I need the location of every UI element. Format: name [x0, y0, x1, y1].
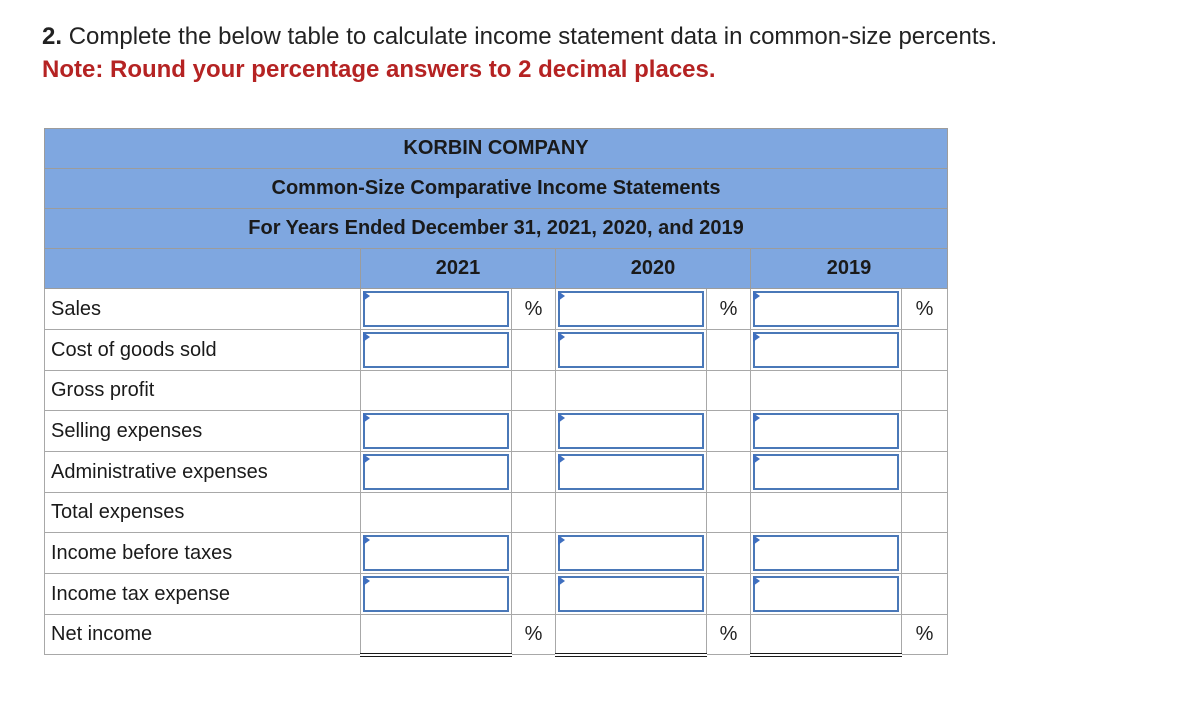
table-row — [45, 289, 948, 330]
cell-income-tax-expense-2020 — [556, 574, 707, 615]
row-label-gross-profit: Gross profit — [45, 371, 361, 411]
input-cost-of-goods-sold-2020[interactable] — [558, 332, 704, 368]
input-selling-expenses-2020[interactable] — [558, 413, 704, 449]
input-income-before-taxes-2020[interactable] — [558, 535, 704, 571]
empty-cell-net-income-2021 — [361, 615, 512, 655]
income-statement-table — [44, 128, 948, 657]
statement-title: Common-Size Comparative Income Statements — [45, 169, 948, 209]
cell-income-tax-expense-2021 — [361, 574, 512, 615]
input-marker-icon — [558, 413, 565, 423]
row-label-administrative-expenses: Administrative expenses — [45, 452, 361, 493]
table-row — [45, 533, 948, 574]
row-label-income-tax-expense: Income tax expense — [45, 574, 361, 615]
input-marker-icon — [558, 291, 565, 301]
question-text: Complete the below table to calculate income statement data in common-size percents. — [68, 23, 998, 50]
row-label-cost-of-goods-sold: Cost of goods sold — [45, 330, 361, 371]
percent-cell-sales-2019: % — [902, 289, 948, 330]
empty-cell-net-income-2020 — [556, 615, 707, 655]
input-income-before-taxes-2021[interactable] — [363, 535, 509, 571]
input-marker-icon — [558, 454, 565, 464]
table-row — [45, 371, 948, 411]
row-label-selling-expenses: Selling expenses — [45, 411, 361, 452]
percent-cell-net-income-2020: % — [707, 615, 751, 655]
empty-cell-gross-profit-2019 — [751, 371, 902, 411]
year-header-2021: 2021 — [361, 249, 556, 289]
percent-cell-sales-2021: % — [512, 289, 556, 330]
row-label-income-before-taxes: Income before taxes — [45, 533, 361, 574]
cell-income-before-taxes-2020 — [556, 533, 707, 574]
cell-cost-of-goods-sold-2020 — [556, 330, 707, 371]
table-row — [45, 330, 948, 371]
row-label-net-income: Net income — [45, 615, 361, 655]
cell-income-before-taxes-2021 — [361, 533, 512, 574]
input-marker-icon — [363, 576, 370, 586]
input-administrative-expenses-2019[interactable] — [753, 454, 899, 490]
input-income-tax-expense-2021[interactable] — [363, 576, 509, 612]
label-column-header — [45, 249, 361, 289]
row-label-sales: Sales — [45, 289, 361, 330]
percent-cell-total-expenses-2020 — [707, 493, 751, 533]
empty-cell-net-income-2019 — [751, 615, 902, 655]
percent-cell-cost-of-goods-sold-2020 — [707, 330, 751, 371]
percent-cell-net-income-2021: % — [512, 615, 556, 655]
row-label-total-expenses: Total expenses — [45, 493, 361, 533]
input-sales-2020[interactable] — [558, 291, 704, 327]
input-marker-icon — [753, 535, 760, 545]
input-marker-icon — [558, 332, 565, 342]
cell-sales-2020 — [556, 289, 707, 330]
input-marker-icon — [753, 291, 760, 301]
percent-cell-gross-profit-2021 — [512, 371, 556, 411]
input-selling-expenses-2019[interactable] — [753, 413, 899, 449]
question-block — [42, 20, 997, 86]
percent-cell-gross-profit-2020 — [707, 371, 751, 411]
percent-cell-gross-profit-2019 — [902, 371, 948, 411]
cell-administrative-expenses-2021 — [361, 452, 512, 493]
percent-cell-selling-expenses-2019 — [902, 411, 948, 452]
input-marker-icon — [363, 413, 370, 423]
percent-cell-income-before-taxes-2020 — [707, 533, 751, 574]
rounding-note: Note: Round your percentage answers to 2 decimal places. — [42, 56, 716, 83]
cell-selling-expenses-2021 — [361, 411, 512, 452]
percent-cell-total-expenses-2021 — [512, 493, 556, 533]
input-marker-icon — [558, 576, 565, 586]
cell-cost-of-goods-sold-2019 — [751, 330, 902, 371]
year-header-2019: 2019 — [751, 249, 948, 289]
empty-cell-total-expenses-2019 — [751, 493, 902, 533]
percent-cell-income-tax-expense-2019 — [902, 574, 948, 615]
percent-cell-total-expenses-2019 — [902, 493, 948, 533]
input-administrative-expenses-2021[interactable] — [363, 454, 509, 490]
input-cost-of-goods-sold-2021[interactable] — [363, 332, 509, 368]
table-row — [45, 452, 948, 493]
cell-administrative-expenses-2019 — [751, 452, 902, 493]
percent-cell-net-income-2019: % — [902, 615, 948, 655]
table-row — [45, 574, 948, 615]
table-row — [45, 493, 948, 533]
percent-cell-administrative-expenses-2019 — [902, 452, 948, 493]
cell-selling-expenses-2019 — [751, 411, 902, 452]
input-administrative-expenses-2020[interactable] — [558, 454, 704, 490]
percent-cell-cost-of-goods-sold-2021 — [512, 330, 556, 371]
statement-period: For Years Ended December 31, 2021, 2020, and 2019 — [45, 209, 948, 249]
percent-cell-cost-of-goods-sold-2019 — [902, 330, 948, 371]
cell-administrative-expenses-2020 — [556, 452, 707, 493]
input-sales-2021[interactable] — [363, 291, 509, 327]
cell-selling-expenses-2020 — [556, 411, 707, 452]
input-sales-2019[interactable] — [753, 291, 899, 327]
input-marker-icon — [753, 332, 760, 342]
input-cost-of-goods-sold-2019[interactable] — [753, 332, 899, 368]
percent-cell-selling-expenses-2021 — [512, 411, 556, 452]
cell-sales-2019 — [751, 289, 902, 330]
empty-cell-gross-profit-2021 — [361, 371, 512, 411]
cell-income-before-taxes-2019 — [751, 533, 902, 574]
cell-income-tax-expense-2019 — [751, 574, 902, 615]
percent-cell-income-tax-expense-2021 — [512, 574, 556, 615]
input-income-tax-expense-2019[interactable] — [753, 576, 899, 612]
percent-cell-administrative-expenses-2020 — [707, 452, 751, 493]
cell-sales-2021 — [361, 289, 512, 330]
empty-cell-total-expenses-2020 — [556, 493, 707, 533]
input-marker-icon — [753, 576, 760, 586]
year-header-2020: 2020 — [556, 249, 751, 289]
input-marker-icon — [363, 535, 370, 545]
input-marker-icon — [363, 291, 370, 301]
input-marker-icon — [558, 535, 565, 545]
question-number: 2. — [42, 23, 63, 50]
input-marker-icon — [363, 332, 370, 342]
cell-cost-of-goods-sold-2021 — [361, 330, 512, 371]
percent-cell-income-tax-expense-2020 — [707, 574, 751, 615]
input-income-before-taxes-2019[interactable] — [753, 535, 899, 571]
table-row — [45, 615, 948, 655]
input-marker-icon — [753, 454, 760, 464]
input-marker-icon — [363, 454, 370, 464]
input-income-tax-expense-2020[interactable] — [558, 576, 704, 612]
percent-cell-income-before-taxes-2019 — [902, 533, 948, 574]
empty-cell-gross-profit-2020 — [556, 371, 707, 411]
percent-cell-income-before-taxes-2021 — [512, 533, 556, 574]
input-selling-expenses-2021[interactable] — [363, 413, 509, 449]
percent-cell-sales-2020: % — [707, 289, 751, 330]
percent-cell-administrative-expenses-2021 — [512, 452, 556, 493]
empty-cell-total-expenses-2021 — [361, 493, 512, 533]
company-name: KORBIN COMPANY — [45, 129, 948, 169]
input-marker-icon — [753, 413, 760, 423]
question-line — [42, 20, 997, 53]
percent-cell-selling-expenses-2020 — [707, 411, 751, 452]
table-row — [45, 411, 948, 452]
